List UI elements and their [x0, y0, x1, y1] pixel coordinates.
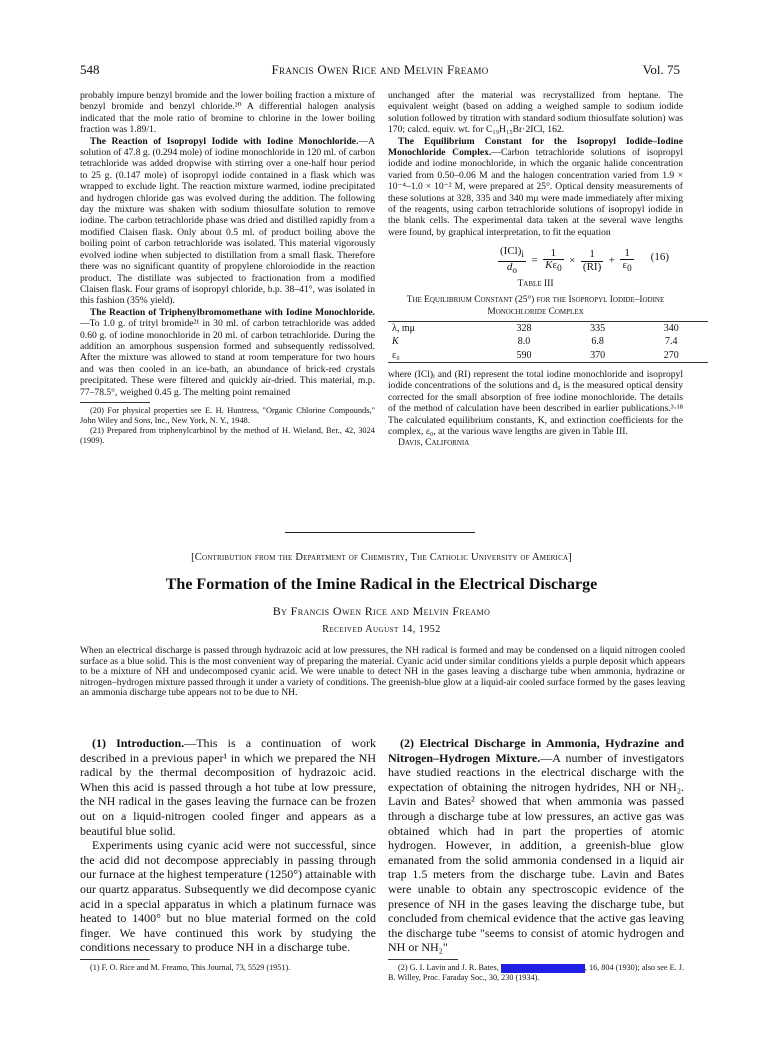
table-row — [388, 321, 708, 335]
table-cell: 335 — [590, 322, 606, 334]
paragraph — [80, 307, 375, 398]
right-column — [388, 90, 683, 449]
table-cell: 328 — [516, 322, 532, 334]
footnote-rule — [388, 959, 458, 960]
contribution-line: [Contribution from the Department of Chemistry, The Catholic University of America] — [191, 552, 572, 563]
footnote-text: (2) G. I. Lavin and J. R. Bates, — [398, 962, 499, 972]
table-row — [388, 335, 708, 348]
table-caption: Table III — [517, 278, 554, 290]
equation-body: $\frac{(ICl)_i}{d_o}$ = $\frac{1}{K\varepsilon_0}$ × $\frac{1}{(RI)}$ + $\frac{1}{\varepsilon_0}$ — [500, 245, 632, 276]
received-date: Received August 14, 1952 — [322, 624, 441, 635]
paragraph-text: —Carbon tetrachloride solutions of isopropyl iodide and iodine monochloride, in which the organic halide concentration varied from 0.50–0.06 M and the halogen concentration varied from 1.9 × 10⁻⁴–1.0 × 10⁻² M, were prepared at 25°. Optical density measurements of these solutions at 328, 335 and 340 mμ were made immediately after mixing of the reagents, using carbon tetrachloride solutions of isopropyl iodide in the blank cells. The experimental data taken at the several wave lengths were found, by graphical interpretation, to fit the equation — [388, 147, 683, 238]
running-title: Francis Owen Rice and Melvin Freamo — [271, 62, 489, 77]
equation-number: (16) — [650, 251, 669, 264]
left-column — [80, 90, 375, 446]
volume-label: Vol. 75 — [642, 62, 680, 77]
paragraph: unchanged after the material was recrystallized from heptane. The equivalent weight (based on adding a weighed sample to sodium iodide solution followed by titration with standard sodium thiosulfate solution) was 170; calcd. equiv. wt. for C₁₉H₁₅Br·2ICl, 162. — [388, 90, 683, 136]
article-authors: By Francis Owen Rice and Melvin Freamo — [272, 604, 491, 618]
paragraph: probably impure benzyl bromide and the lower boiling fraction a mixture of benzyl bromide and benzyl chloride.²⁰ A differential halogen analysis indicated that the mole ratio of bromine to chlorine in the lower boiling fraction was 1.89/1. — [80, 90, 375, 136]
paragraph: Experiments using cyanic acid were not successful, since the acid did not decompose appreciably in passing through our furnace at the highest temperature (1250°) attainable with our quartz apparatus. Subsequently we did decompose cyanic acid in a special apparatus in which a platinum furnace was heated to 1400° but no blue material formed on the cold finger. We have continued this work by studying the conditions necessary to produce NH in a discharge tube. — [80, 838, 377, 955]
equation-16 — [388, 244, 683, 274]
footnote-2 — [388, 963, 684, 983]
table-title: The Equilibrium Constant (25°) for the Isopropyl Iodide–Iodine Monochloride Complex — [406, 294, 665, 317]
running-header — [80, 62, 680, 78]
table-cell: 340 — [663, 322, 679, 334]
footnote-text: , 16, 804 (1930); also see E. J. B. Willey, Proc. Faraday Soc., 30, 230 (1934). — [388, 962, 685, 982]
paragraph-text: —A number of investigators have studied reactions in the electrical discharge with the expectation of obtaining the nitrogen hydrides, NH or NH₂. Lavin and Bates² showed that when ammonia was passed through a discharge tube at low pressures, an active gas was obtained which had in part the properties of atomic hydrogen. However, in addition, a greenish-blue glow emanated from the solid ammonia condensed in a liquid air trap 1.5 meters from the discharge tube. Lavin and Bates were unable to obtain any spectroscopic evidence of the presence of NH in the gases leaving the discharge tube, but concluded from chemical evidence that the active gas leaving the discharge tube "seems to consist of atomic hydrogen and NH or NH₂" — [388, 750, 684, 955]
paragraph — [80, 736, 376, 838]
table-cell: 590 — [516, 349, 532, 361]
table-cell: 8.0 — [517, 336, 531, 348]
table-iii — [388, 321, 708, 363]
section-separator — [285, 532, 475, 533]
footnote-21: (21) Prepared from triphenylcarbinol by the method of H. Wieland, Ber., 42, 3024 (1909). — [80, 425, 375, 445]
run-in-heading: The Reaction of Isopropyl Iodide with Iodine Monochloride. — [90, 135, 359, 147]
paragraph-text: —To 1.0 g. of trityl bromide²¹ in 30 ml. of carbon tetrachloride was added 0.60 g. of iodine monochloride in 20 ml. of carbon tetrachloride. During the addition an amorphous suspension formed and subsequently redissolved. After the mixture was allowed to stand at room temperature for two hours and was then cooled in an ice-bath, an abundance of brick-red crystals precipitated. These were filtered and quickly air-dried. This material, m.p. 77–78.5°, weighed 0.45 g. The melting point remained — [80, 318, 375, 398]
paragraph — [388, 136, 683, 239]
table-cell: K — [392, 336, 399, 348]
table-cell: 7.4 — [664, 336, 678, 348]
article-title: The Formation of the Imine Radical in the Electrical Discharge — [165, 576, 598, 593]
section-heading: (1) Introduction. — [92, 736, 185, 750]
body-right-column — [388, 736, 684, 983]
run-in-heading: The Reaction of Triphenylbromomethane with Iodine Monochloride. — [90, 306, 375, 318]
redaction-box — [501, 964, 585, 973]
run-in-heading: The Equilibrium Constant for the Isopropyl Iodide–Iodine Monochloride Complex. — [388, 135, 683, 159]
table-cell: 6.8 — [591, 336, 604, 348]
paragraph — [388, 736, 684, 955]
table-cell: 270 — [663, 349, 679, 361]
footnote-20: (20) For physical properties see E. H. Huntress, "Organic Chlorine Compounds," John Wiley and Sons, Inc., New York, N. Y., 1948. — [80, 405, 375, 425]
page-number: 548 — [80, 62, 100, 77]
section-heading: (2) Electrical Discharge in Ammonia, Hydrazine and Nitrogen–Hydrogen Mixture. — [388, 736, 684, 765]
paragraph — [80, 136, 375, 307]
paragraph: where (ICl)ᵢ and (RI) represent the total iodine monochloride and isopropyl iodide concentrations of the solutions and d₀ is the measured optical density corrected for the small absorption of free iodine monochloride. The details of the method of calculation have been described in earlier publications.³·¹⁸ The calculated equilibrium constants, K, and extinction coefficients for the complex, ε₀, at the various wave lengths are given in Table III. — [388, 368, 683, 437]
footnote-rule — [80, 959, 150, 960]
footnote-1: (1) F. O. Rice and M. Freamo, This Journal, 73, 5529 (1951). — [90, 962, 291, 972]
table-cell: λ, mμ — [392, 322, 415, 334]
footnote-rule — [80, 402, 150, 403]
table-cell: 370 — [590, 349, 606, 361]
body-left-column — [80, 736, 376, 973]
location-line: Davis, California — [398, 437, 470, 449]
abstract: When an electrical discharge is passed through hydrazoic acid at low pressures, the NH radical is formed and may be condensed on a liquid nitrogen cooled surface as a blue solid. This is the most convenient way of preparing the material. Cyanic acid under similar conditions yields a purple deposit which appears to be a mixture of NH and undecomposed cyanic acid. We were unable to detect NH in the gases leaving a discharge tube when ammonia, hydrazine or nitrogen–hydrogen mixture passed through it under a variety of conditions. The greenish-blue glow at a liquid-air cooled surface formed by the gases leaving an ammonia discharge tube appears not to be due to NH. — [80, 645, 685, 699]
paragraph-text: —This is a continuation of work described in a previous paper¹ in which we prepared the NH radical by the thermal decomposition of hydrazoic acid. When this acid is passed through a hot tube at low pressure, the NH radical in the gases leaving the furnace can be frozen out on a liquid-nitrogen cooled finger and appears as a beautiful blue solid. — [80, 736, 376, 838]
paragraph-text: —A solution of 47.8 g. (0.294 mole) of iodine monochloride in 120 ml. of carbon tetrachloride was added dropwise with stirring over a one-half hour period to 25 g. (0.147 mole) of isopropyl iodide contained in a flask which was wrapped to exclude light. The reaction mixture warmed, iodine precipitated and hydrogen chloride gas was evolved during the addition. The following day the mixture was shaken with sodium thiosulfate solution to remove iodine. The carbon tetrachloride phase was dried and distilled rapidly from a modified Claisen flask. Only about 0.5 ml. of product boiling above the boiling point of carbon tetrachloride was isolated. This material vigorously evolved iodine when subjected to distillation from a small flask. Therefore there was no significant quantity of propylene chloroiodide in the reaction product. The distillate was subjected to fractionation from a modified Claisen flask. Four grams of isopropyl chloride, b.p. 38–41°, was isolated in this fashion (35% yield). — [80, 135, 375, 307]
table-cell: ε₀ — [392, 349, 400, 361]
table-row — [388, 349, 708, 363]
